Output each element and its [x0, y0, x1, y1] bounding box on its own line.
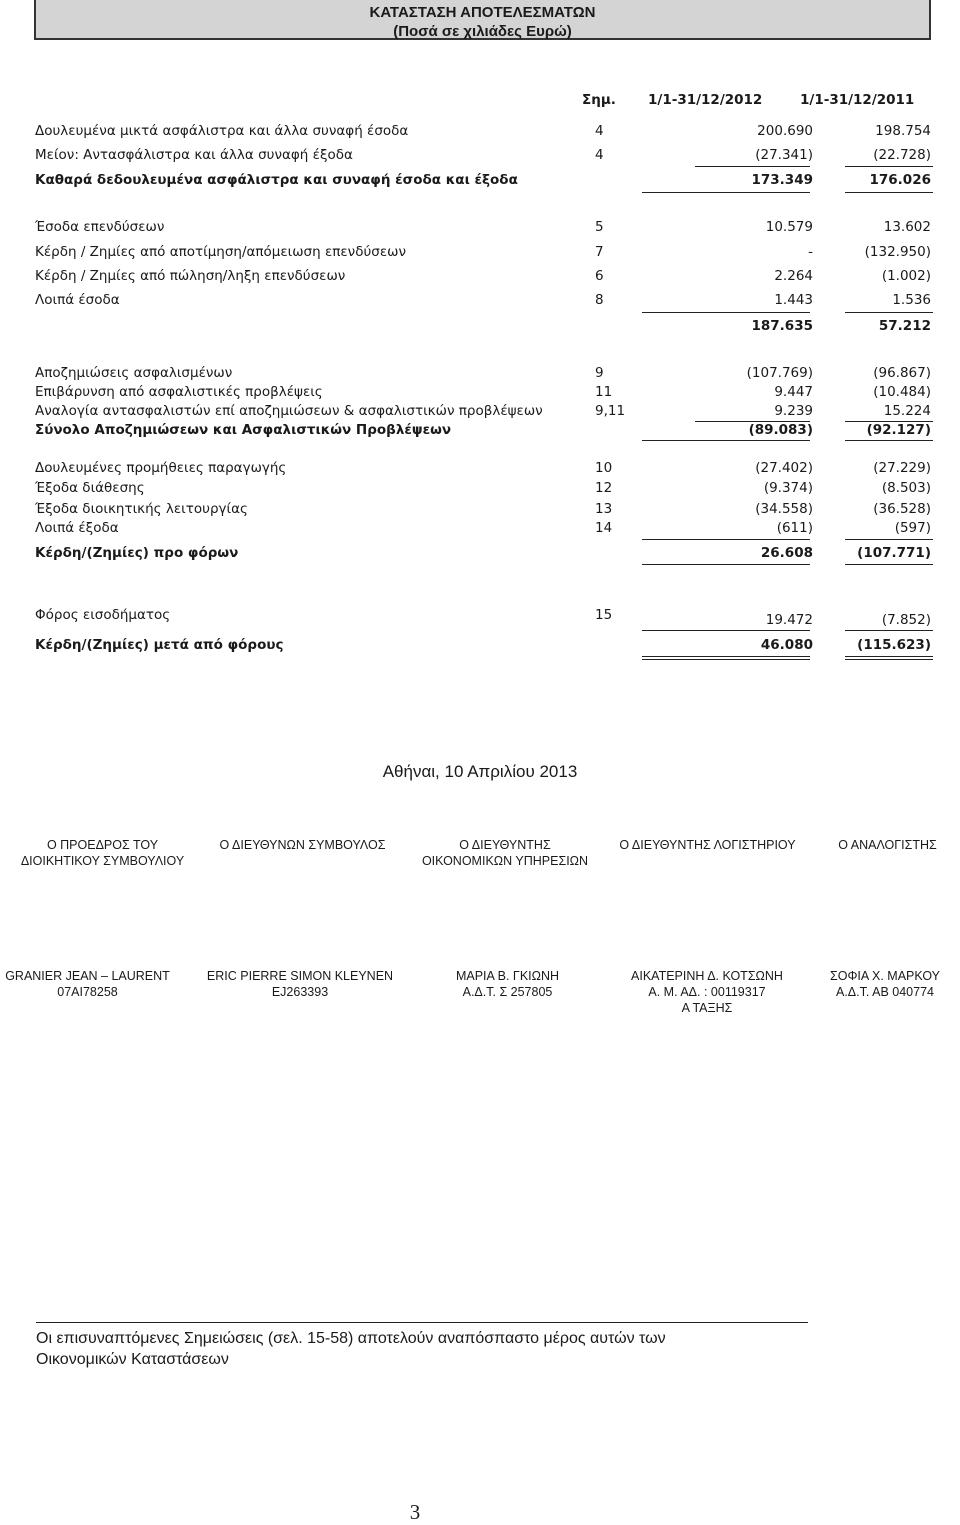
signatory-title: Ο ΑΝΑΛΟΓΙΣΤΗΣ [838, 838, 937, 852]
signatory-name: ERIC PIERRE SIMON KLEYNEN EJ263393 [206, 969, 394, 999]
subtotal-rule [642, 312, 810, 313]
total-rule [845, 440, 933, 441]
table-row: Μείον: Αντασφάλιστρα και άλλα συναφή έξοδα 4 (27.341) (22.728) [35, 147, 931, 163]
total-rule [642, 440, 810, 441]
table-row: 187.635 57.212 [751, 318, 931, 334]
note-column-header: Σημ. [582, 92, 616, 108]
subtotal-rule [845, 312, 933, 313]
subtotal-rule [642, 539, 810, 540]
final-double-rule [845, 656, 933, 660]
table-row: Κέρδη/(Ζημίες) μετά από φόρους 46.080 (115.623) [35, 637, 931, 653]
total-rule [642, 192, 810, 193]
signatory-title: Ο ΠΡΟΕΔΡΟΣ ΤΟΥ ΔΙΟΙΚΗΤΙΚΟΥ ΣΥΜΒΟΥΛΙΟΥ [20, 838, 185, 868]
subtotal-rule [695, 166, 810, 167]
total-rule [642, 564, 810, 565]
signatory-name: ΣΟΦΙΑ Χ. ΜΑΡΚΟΥ Α.Δ.Τ. ΑΒ 040774 [830, 969, 940, 999]
signatory-name: GRANIER JEAN – LAURENT 07AI78258 [5, 969, 170, 999]
total-rule [845, 564, 933, 565]
final-double-rule [642, 656, 810, 660]
table-row: Λοιπά έσοδα 8 1.443 1.536 [35, 292, 931, 308]
signatory-title: Ο ΔΙΕΥΘΥΝΤΗΣ ΟΙΚΟΝΟΜΙΚΩΝ ΥΠΗΡΕΣΙΩΝ [421, 838, 589, 868]
subtotal-rule [845, 166, 933, 167]
statement-header [34, 0, 931, 40]
place-date: Αθήναι, 10 Απριλίου 2013 [382, 762, 578, 781]
table-row: Αποζημιώσεις ασφαλισμένων 9 (107.769) (96.867) [35, 365, 931, 381]
signatory-name: ΑΙΚΑΤΕΡΙΝΗ Δ. ΚΟΤΣΩΝΗ Α. Μ. ΑΔ. : 00119317 Α ΤΑΞΗΣ [631, 969, 783, 1015]
signatory-title: Ο ΔΙΕΥΘΥΝΤΗΣ ΛΟΓΙΣΤΗΡΙΟΥ [619, 838, 796, 852]
table-row: Δουλευμένα μικτά ασφάλιστρα και άλλα συναφή έσοδα 4 200.690 198.754 [35, 123, 931, 139]
period-2011-header: 1/1-31/12/2011 [800, 92, 915, 108]
table-row: Επιβάρυνση από ασφαλιστικές προβλέψεις 11 9.447 (10.484) [35, 384, 931, 400]
subtotal-rule [845, 630, 933, 631]
table-row: Σύνολο Αποζημιώσεων και Ασφαλιστικών Προβλέψεων (89.083) (92.127) [35, 422, 931, 438]
table-row: Έσοδα επενδύσεων 5 10.579 13.602 [35, 219, 931, 235]
table-row: Κέρδη / Ζημίες από πώληση/ληξη επενδύσεων 6 2.264 (1.002) [35, 268, 931, 284]
table-row: Έξοδα διάθεσης 12 (9.374) (8.503) [35, 480, 931, 496]
subtotal-rule [642, 630, 810, 631]
table-row: Λοιπά έξοδα 14 (611) (597) [35, 520, 931, 536]
table-row: Έξοδα διοικητικής λειτουργίας 13 (34.558) (36.528) [35, 501, 931, 517]
statement-title: ΚΑΤΑΣΤΑΣΗ ΑΠΟΤΕΛΕΣΜΑΤΩΝ [369, 4, 596, 21]
signatory-name: ΜΑΡΙΑ Β. ΓΚΙΩΝΗ Α.Δ.Τ. Σ 257805 [455, 969, 560, 999]
footnote-rule [36, 1322, 808, 1323]
subtotal-rule [845, 539, 933, 540]
period-2012-header: 1/1-31/12/2012 [648, 92, 763, 108]
table-row: Αναλογία αντασφαλιστών επί αποζημιώσεων & ασφαλιστικών προβλέψεων 9,11 9.239 15.224 [35, 403, 931, 419]
table-row: Κέρδη / Ζημίες από αποτίμηση/απόμειωση επενδύσεων 7 - (132.950) [35, 244, 931, 260]
table-row: Καθαρά δεδουλευμένα ασφάλιστρα και συναφή έσοδα και έξοδα 173.349 176.026 [35, 172, 931, 188]
page-number: 3 [409, 1500, 421, 1524]
table-row: Κέρδη/(Ζημίες) προ φόρων 26.608 (107.771) [35, 545, 931, 561]
footnote: Οι επισυναπτόμενες Σημειώσεις (σελ. 15-58) αποτελούν αναπόσπαστο μέρος αυτών των Οικονομικών Καταστάσεων [36, 1330, 666, 1368]
table-row: Φόρος εισοδήματος 15 19.472 (7.852) [35, 607, 931, 628]
table-row: Δουλευμένες προμήθειες παραγωγής 10 (27.402) (27.229) [35, 460, 931, 476]
signatory-title: Ο ΔΙΕΥΘΥΝΩΝ ΣΥΜΒΟΥΛΟΣ [219, 838, 386, 852]
statement-subtitle: (Ποσά σε χιλιάδες Ευρώ) [393, 23, 572, 40]
total-rule [845, 192, 933, 193]
